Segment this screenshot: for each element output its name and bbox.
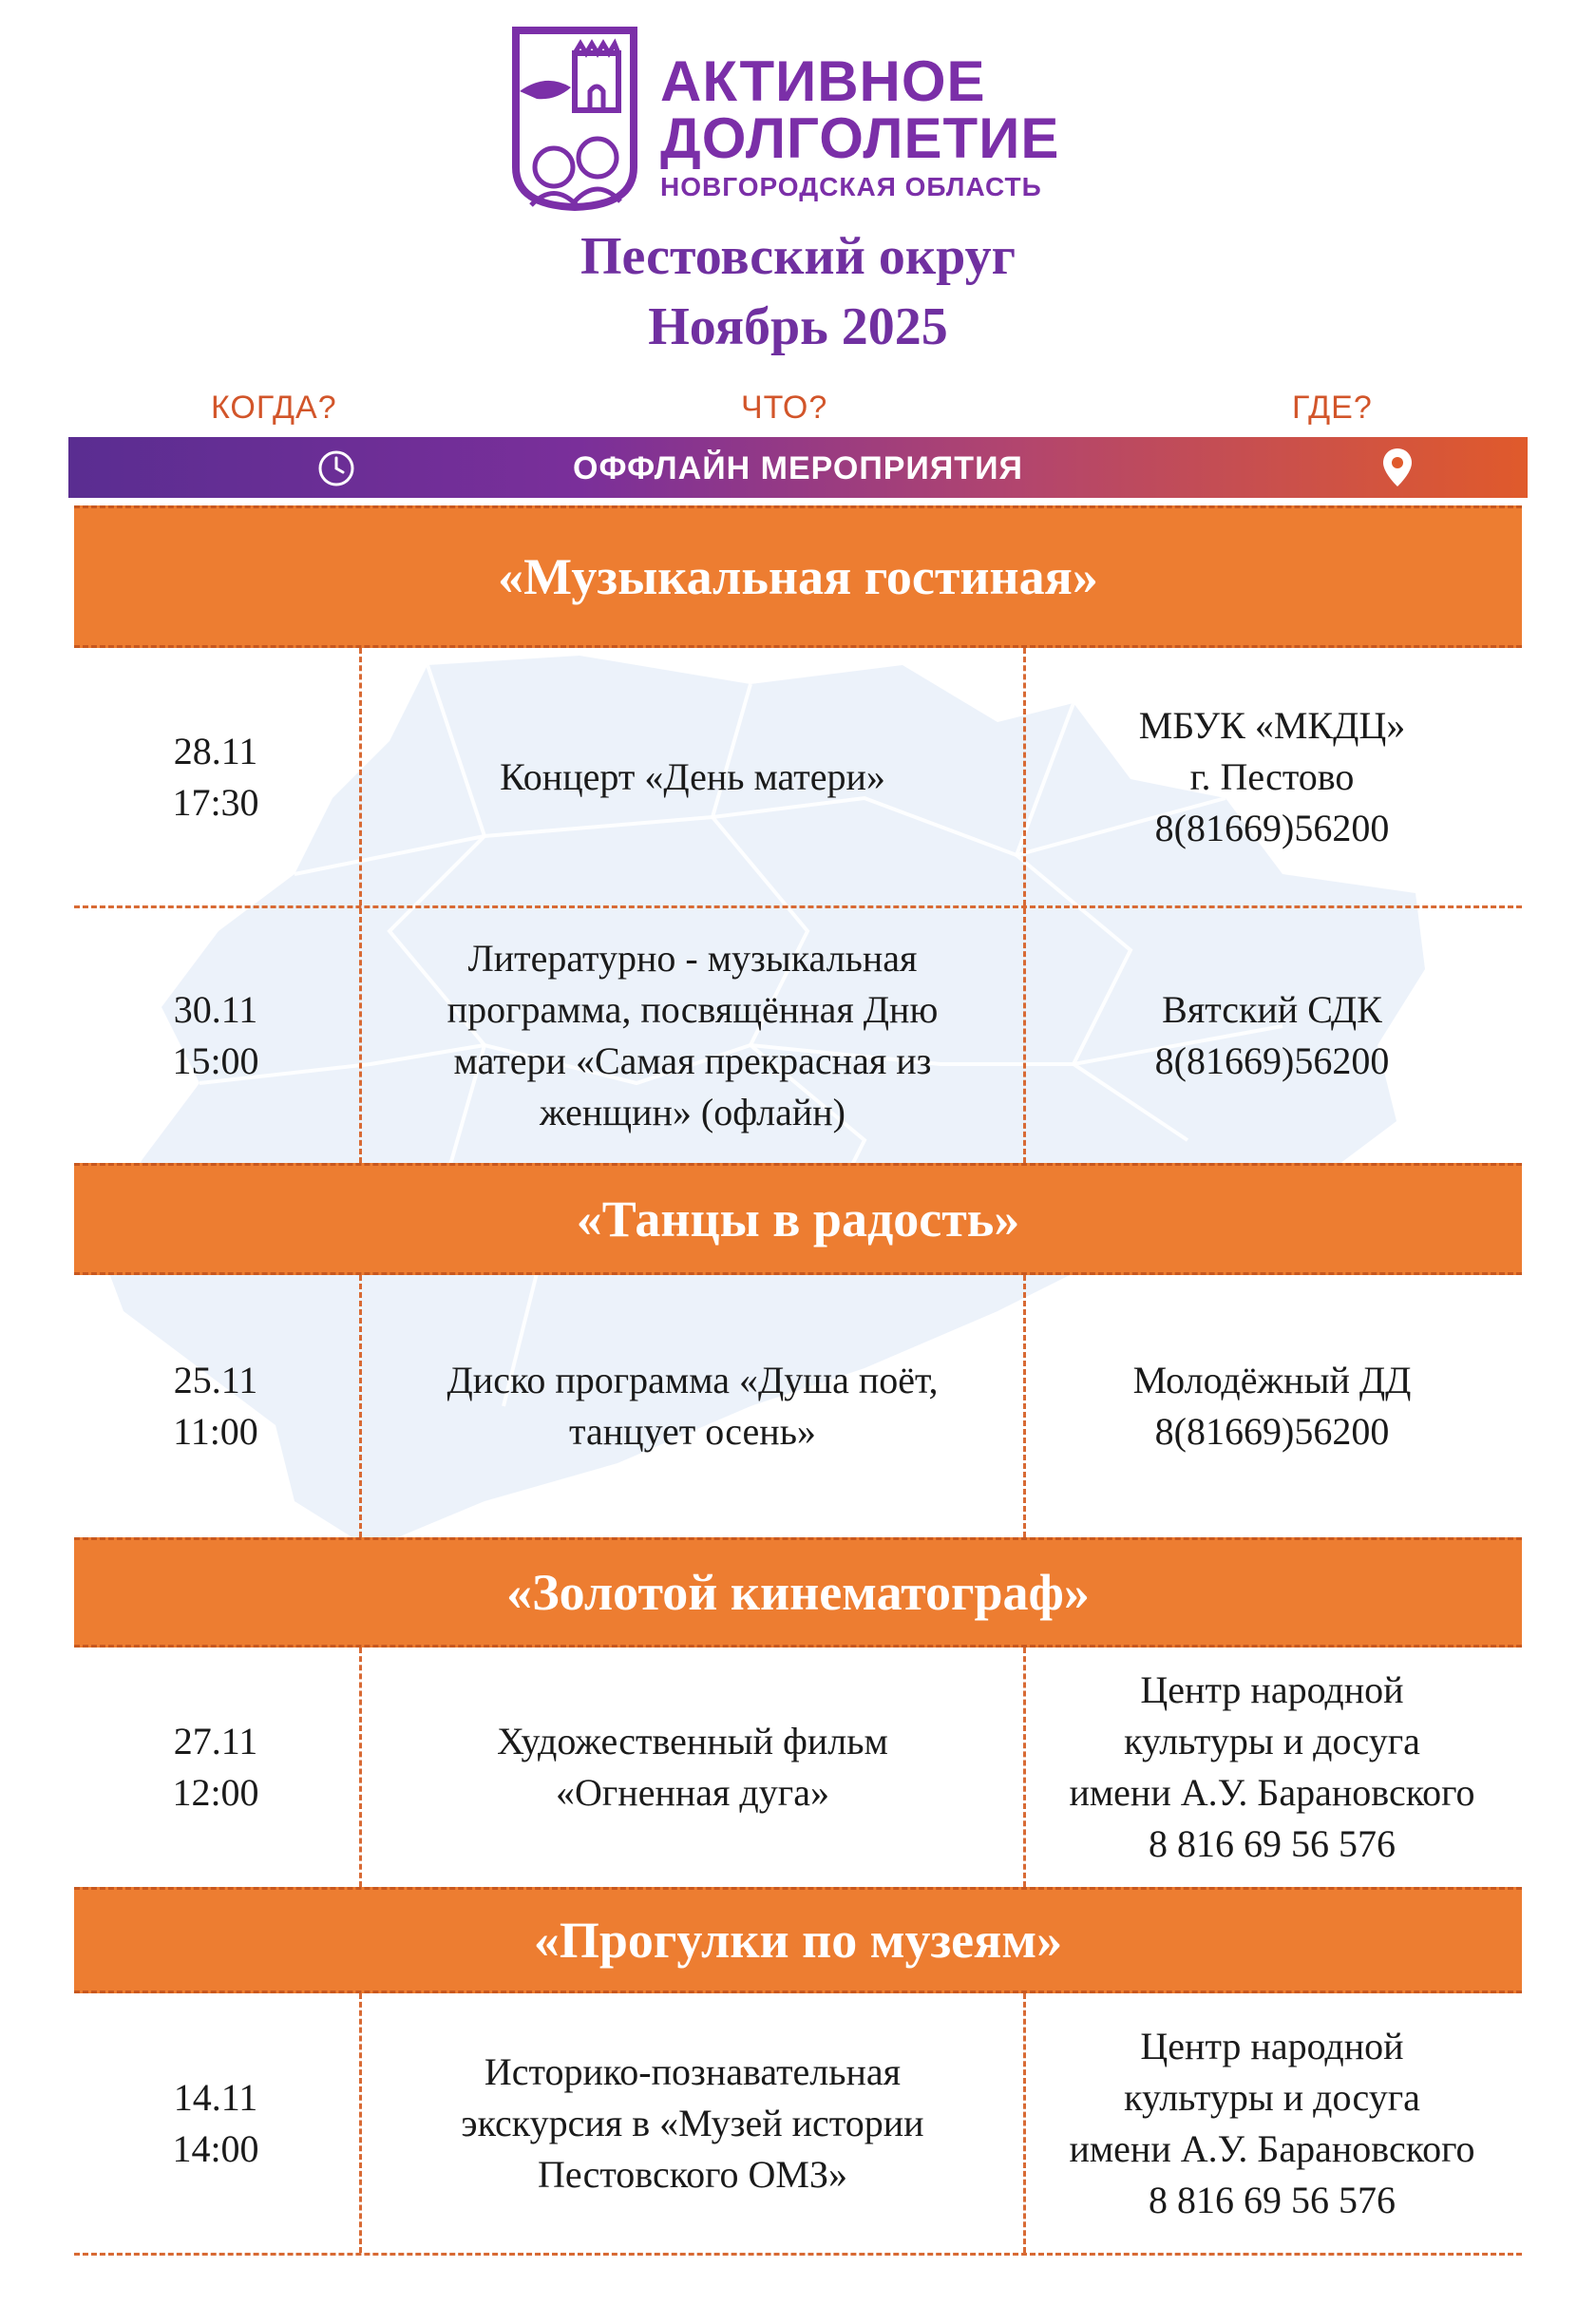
logo-line-2: ДОЛГОЛЕТИЕ: [660, 106, 1060, 170]
event-row: [74, 908, 1522, 1163]
brand-logo: [508, 25, 1097, 215]
event-what: Диско программа «Душа поёт, танцует осень»: [359, 1275, 1026, 1537]
logo-region: НОВГОРОДСКАЯ ОБЛАСТЬ: [660, 172, 1042, 201]
section-header-museum-walks: «Прогулки по музеям»: [74, 1887, 1522, 1993]
active-longevity-emblem-icon: [508, 25, 641, 211]
event-where: Вятский СДК 8(81669)56200: [1154, 988, 1390, 1082]
event-row: [74, 1648, 1522, 1887]
event-where: МБУК «МКДЦ» г. Пестово 8(81669)56200: [1138, 703, 1406, 849]
event-when: 14.11 14:00: [172, 2075, 259, 2170]
section-header-golden-cinema: «Золотой кинематограф»: [74, 1537, 1522, 1648]
event-when: 28.11 17:30: [172, 729, 259, 824]
event-what: Художественный фильм «Огненная дуга»: [359, 1648, 1026, 1887]
event-what: Историко-познавательная экскурсия в «Музей истории Пестовского ОМЗ»: [359, 1993, 1026, 2253]
page-subtitle: Ноябрь 2025: [648, 297, 948, 356]
event-row: [74, 1993, 1522, 2256]
column-what-label: ЧТО?: [741, 390, 828, 426]
page-title: Пестовский округ: [580, 227, 1016, 286]
event-row: [74, 648, 1522, 908]
event-row: [74, 1275, 1522, 1537]
event-what: Литературно - музыкальная программа, посвящённая Дню матери «Самая прекрасная из женщин» (офлайн): [359, 908, 1026, 1163]
section-header-dance: «Танцы в радость»: [74, 1163, 1522, 1275]
event-what: Концерт «День матери»: [359, 648, 1026, 905]
event-when: 30.11 15:00: [172, 988, 259, 1082]
section-header-music-lounge: «Музыкальная гостиная»: [74, 505, 1522, 648]
location-pin-icon: [1381, 447, 1414, 488]
logo-wordmark: [660, 49, 1060, 203]
event-when: 27.11 12:00: [172, 1720, 259, 1814]
banner-label: ОФФЛАЙН МЕРОПРИЯТИЯ: [573, 450, 1023, 486]
offline-events-banner: [68, 437, 1528, 498]
event-where: Молодёжный ДД 8(81669)56200: [1132, 1359, 1412, 1453]
event-where: Центр народной культуры и досуга имени А.У. Барановского 8 816 69 56 576: [1069, 1668, 1475, 1865]
logo-line-1: АКТИВНОЕ: [660, 49, 986, 113]
column-where-label: ГДЕ?: [1292, 390, 1373, 426]
column-when-label: КОГДА?: [211, 390, 337, 426]
event-when: 25.11 11:00: [173, 1359, 258, 1453]
event-where: Центр народной культуры и досуга имени А.У. Барановского 8 816 69 56 576: [1069, 2024, 1475, 2221]
